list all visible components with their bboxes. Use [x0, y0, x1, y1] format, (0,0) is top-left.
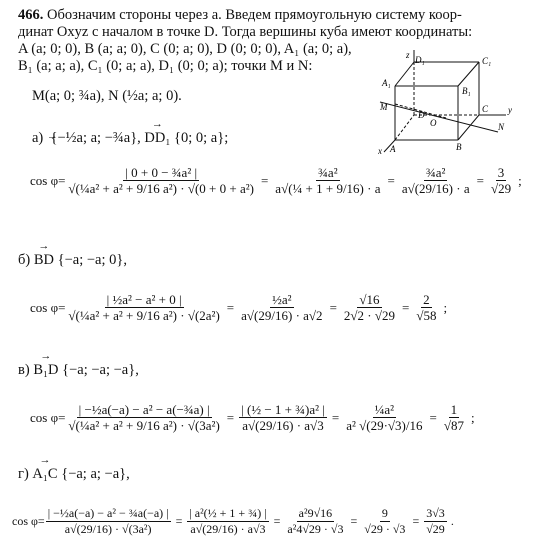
vector-A1C: → A₁C [32, 466, 57, 483]
part-d-header: г) → A₁C {−a; a; −a}, [18, 466, 130, 483]
label-B1: B₁ [462, 86, 471, 96]
formula-d: cos φ= $\frac{\text{| −½a(−a) − a² − ¾a(−a) |}}{\text{a√(29/16) · √(3a²)}}$ = $\frac{\text{| a²(½ + 1 + ¾) |}}{a√(29/16) \cdot a√3}$ = $\frac{\text{a²9√16}}{\text{a²4√29 · √3}}$ = $\frac{9}{√29 \cdot √3}$ = $\frac{3√3}{√29}$ . [12, 506, 454, 536]
part-a-header: а) {−½a; a; −¾a}, → DD₁ {0; 0; a}; [32, 130, 228, 147]
vector-DD1: → DD₁ [144, 130, 170, 147]
intro-line-2: динат Oxyz с началом в точке D. Тогда вершины куба имеют координаты: [18, 24, 473, 40]
formula-a: cos φ= $\frac{\text{| 0 + 0 − ¾a² |}}{\text{√(¼a² + a² + 9/16 a²) · √(0 + 0 + a²)}}$ = $\frac{\text{¾a²}}{\text{a√(¼ + 1 + 9/16) · a}}$ = $\frac{\text{¾a²}}{a√(29/16) \cdot a}$ = $\frac{3}{√29}$ ; [30, 165, 522, 196]
label-A1: A₁ [382, 78, 391, 88]
part-b-header: б) → BD {−a; −a; 0}, [18, 252, 127, 269]
label-C: C [482, 104, 489, 114]
formula-b: cos φ= $\frac{\text{| ½a² − a² + 0 |}}{\text{√(¼a² + a² + 9/16 a²) · √(2a²)}}$ = $\frac{\text{½a²}}{a√(29/16) \cdot a√2}$ = $\frac{√16}{2√2 \cdot √29}$ = $\frac{2}{√58}$ ; [30, 292, 448, 323]
label-z: z [406, 50, 410, 60]
label-y: y [508, 105, 512, 115]
label-M: M [380, 102, 388, 112]
label-O: O [430, 118, 437, 128]
coords-line-4: B₁ (a; a; a), C₁ (0; a; a), D₁ (0; 0; a); точки M и N: [18, 58, 313, 74]
label-D: D [418, 110, 425, 120]
part-c-header: в) → B₁D {−a; −a; −a}, [18, 362, 139, 379]
problem-number: 466. [18, 7, 44, 23]
intro-line-1: Обозначим стороны через а. Введем прямоугольную систему коор- [47, 7, 462, 23]
label-x: x [378, 146, 382, 155]
vector-B1D: → B₁D [33, 362, 58, 379]
label-A: A [390, 144, 396, 154]
label-C1: C₁ [482, 56, 492, 66]
label-N: N [498, 122, 505, 132]
formula-c: cos φ= $\frac{\text{| −½a(−a) − a² − a(−¾a) |}}{\text{√(¼a² + a² + 9/16 a²) · √(3a²)}}$ = $\frac{\text{| (½ − 1 + ¾)a² |}}{a√(29/16) \cdot a√3}$ = $\frac{\text{¼a²}}{\text{a² √(29·√3)/16}}$ = $\frac{1}{√87}$ ; [30, 402, 475, 433]
coords-line-3: A (a; 0; 0), B (a; a; 0), C (0; a; 0), D (0; 0; 0), A₁ (a; 0; a), [18, 41, 352, 57]
label-D1: D₁ [415, 55, 425, 65]
points-line: M(a; 0; ¾a), N (½a; a; 0). [32, 88, 182, 104]
cube-diagram [378, 50, 518, 155]
vector-BD: → BD [34, 252, 54, 269]
label-B: B [456, 142, 462, 152]
